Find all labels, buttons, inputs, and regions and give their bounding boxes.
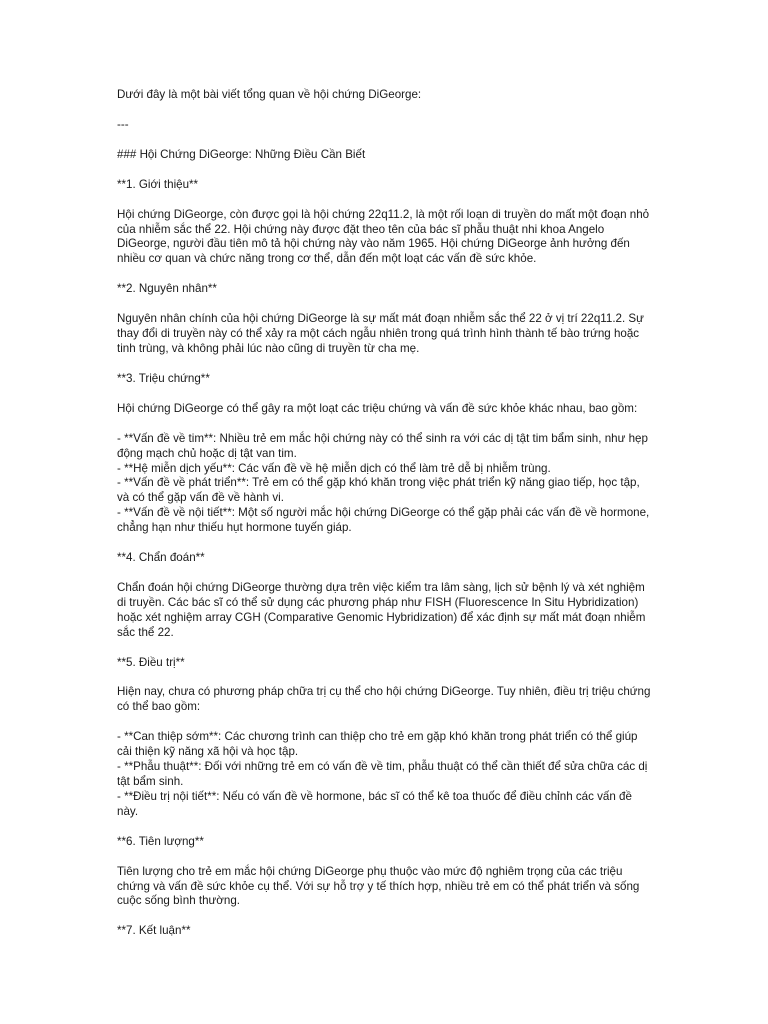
list-item: - **Điều trị nội tiết**: Nếu có vấn đề về hormone, bác sĩ có thể kê toa thuốc để điều chỉnh các vấn đề này. — [117, 789, 636, 818]
section-title: **7. Kết luận** — [117, 924, 191, 938]
separator-line: --- — [117, 117, 129, 131]
section-paragraph: Tiên lượng cho trẻ em mắc hội chứng DiGeorge phụ thuộc vào mức độ nghiêm trọng của các triệu chứng và vấn đề sức khỏe cụ thể. Với sự hỗ trợ y tế thích hợp, nhiều trẻ em có thể phát triển và sống cuộc sống bình thường. — [117, 864, 643, 908]
list-item: - **Phẫu thuật**: Đối với những trẻ em có vấn đề về tim, phẫu thuật có thể cần thiết để sửa chữa các dị tật bẩm sinh. — [117, 760, 651, 788]
section-paragraph: Hội chứng DiGeorge, còn được gọi là hội chứng 22q11.2, là một rối loạn di truyền do mất một đoạn nhỏ của nhiễm sắc thể 22. Hội chứng này được đặt theo tên của bác sĩ phẫu thuật nhi khoa Angelo DiGeorge, người đầu tiên mô tả hội chứng này vào năm 1965. Hội chứng DiGeorge ảnh hưởng đến nhiều cơ quan và chức năng trong cơ thể, dẫn đến một loạt các vấn đề sức khỏe. — [117, 207, 653, 266]
list-item: - **Vấn đề về tim**: Nhiều trẻ em mắc hội chứng này có thể sinh ra với các dị tật tim bẩm sinh, như hẹp động mạch chủ hoặc dị tật van tim. — [117, 431, 652, 460]
section-paragraph: Chẩn đoán hội chứng DiGeorge thường dựa trên việc kiểm tra lâm sàng, lịch sử bệnh lý và xét nghiệm di truyền. Các bác sĩ có thể sử dụng các phương pháp như FISH (Fluorescence In Situ Hybridization) hoặc xét nghiệm array CGH (Comparative Genomic Hybridization) để xác định sự mất mát đoạn nhiễm sắc thể 22. — [117, 580, 649, 639]
section-paragraph: Nguyên nhân chính của hội chứng DiGeorge là sự mất mát đoạn nhiễm sắc thể 22 ở vị trí 22q11.2. Sự thay đổi di truyền này có thể xảy ra một cách ngẫu nhiên trong quá trình hình thành tế bào trứng hoặc tinh trùng, và không phải lúc nào cũng di truyền từ cha mẹ. — [117, 312, 648, 355]
list-item: - **Vấn đề về nội tiết**: Một số người mắc hội chứng DiGeorge có thể gặp phải các vấn đề về hormone, chẳng hạn như thiếu hụt hormone tuyến giáp. — [117, 506, 653, 535]
list-item: - **Can thiệp sớm**: Các chương trình can thiệp cho trẻ em gặp khó khăn trong phát triển có thể giúp cải thiện kỹ năng xã hội và học tập. — [117, 730, 641, 759]
section-paragraph: Hiện nay, chưa có phương pháp chữa trị cụ thể cho hội chứng DiGeorge. Tuy nhiên, điều trị triệu chứng có thể bao gồm: — [117, 685, 654, 714]
section-title: **2. Nguyên nhân** — [117, 282, 217, 296]
section-title: **4. Chẩn đoán** — [117, 551, 205, 565]
section-title: **6. Tiên lượng** — [117, 834, 204, 848]
list-item: - **Hệ miễn dịch yếu**: Các vấn đề về hệ miễn dịch có thể làm trẻ dễ bị nhiễm trùng. — [117, 461, 551, 475]
section-title: **5. Điều trị** — [117, 655, 185, 669]
section-paragraph: Hội chứng DiGeorge có thể gây ra một loạt các triệu chứng và vấn đề sức khỏe khác nhau, bao gồm: — [117, 401, 638, 415]
intro-line: Dưới đây là một bài viết tổng quan về hội chứng DiGeorge: — [117, 88, 422, 101]
document-body — [117, 88, 655, 954]
article-heading: ### Hội Chứng DiGeorge: Những Điều Cần Biết — [117, 147, 366, 161]
section-title: **1. Giới thiệu** — [117, 177, 199, 191]
bullet-list — [117, 432, 655, 536]
bullet-list — [117, 730, 655, 819]
section-title: **3. Triệu chứng** — [117, 371, 210, 385]
list-item: - **Vấn đề về phát triển**: Trẻ em có thể gặp khó khăn trong việc phát triển kỹ năng giao tiếp, học tập, và có thể gặp vấn đề về hành vi. — [117, 476, 643, 505]
